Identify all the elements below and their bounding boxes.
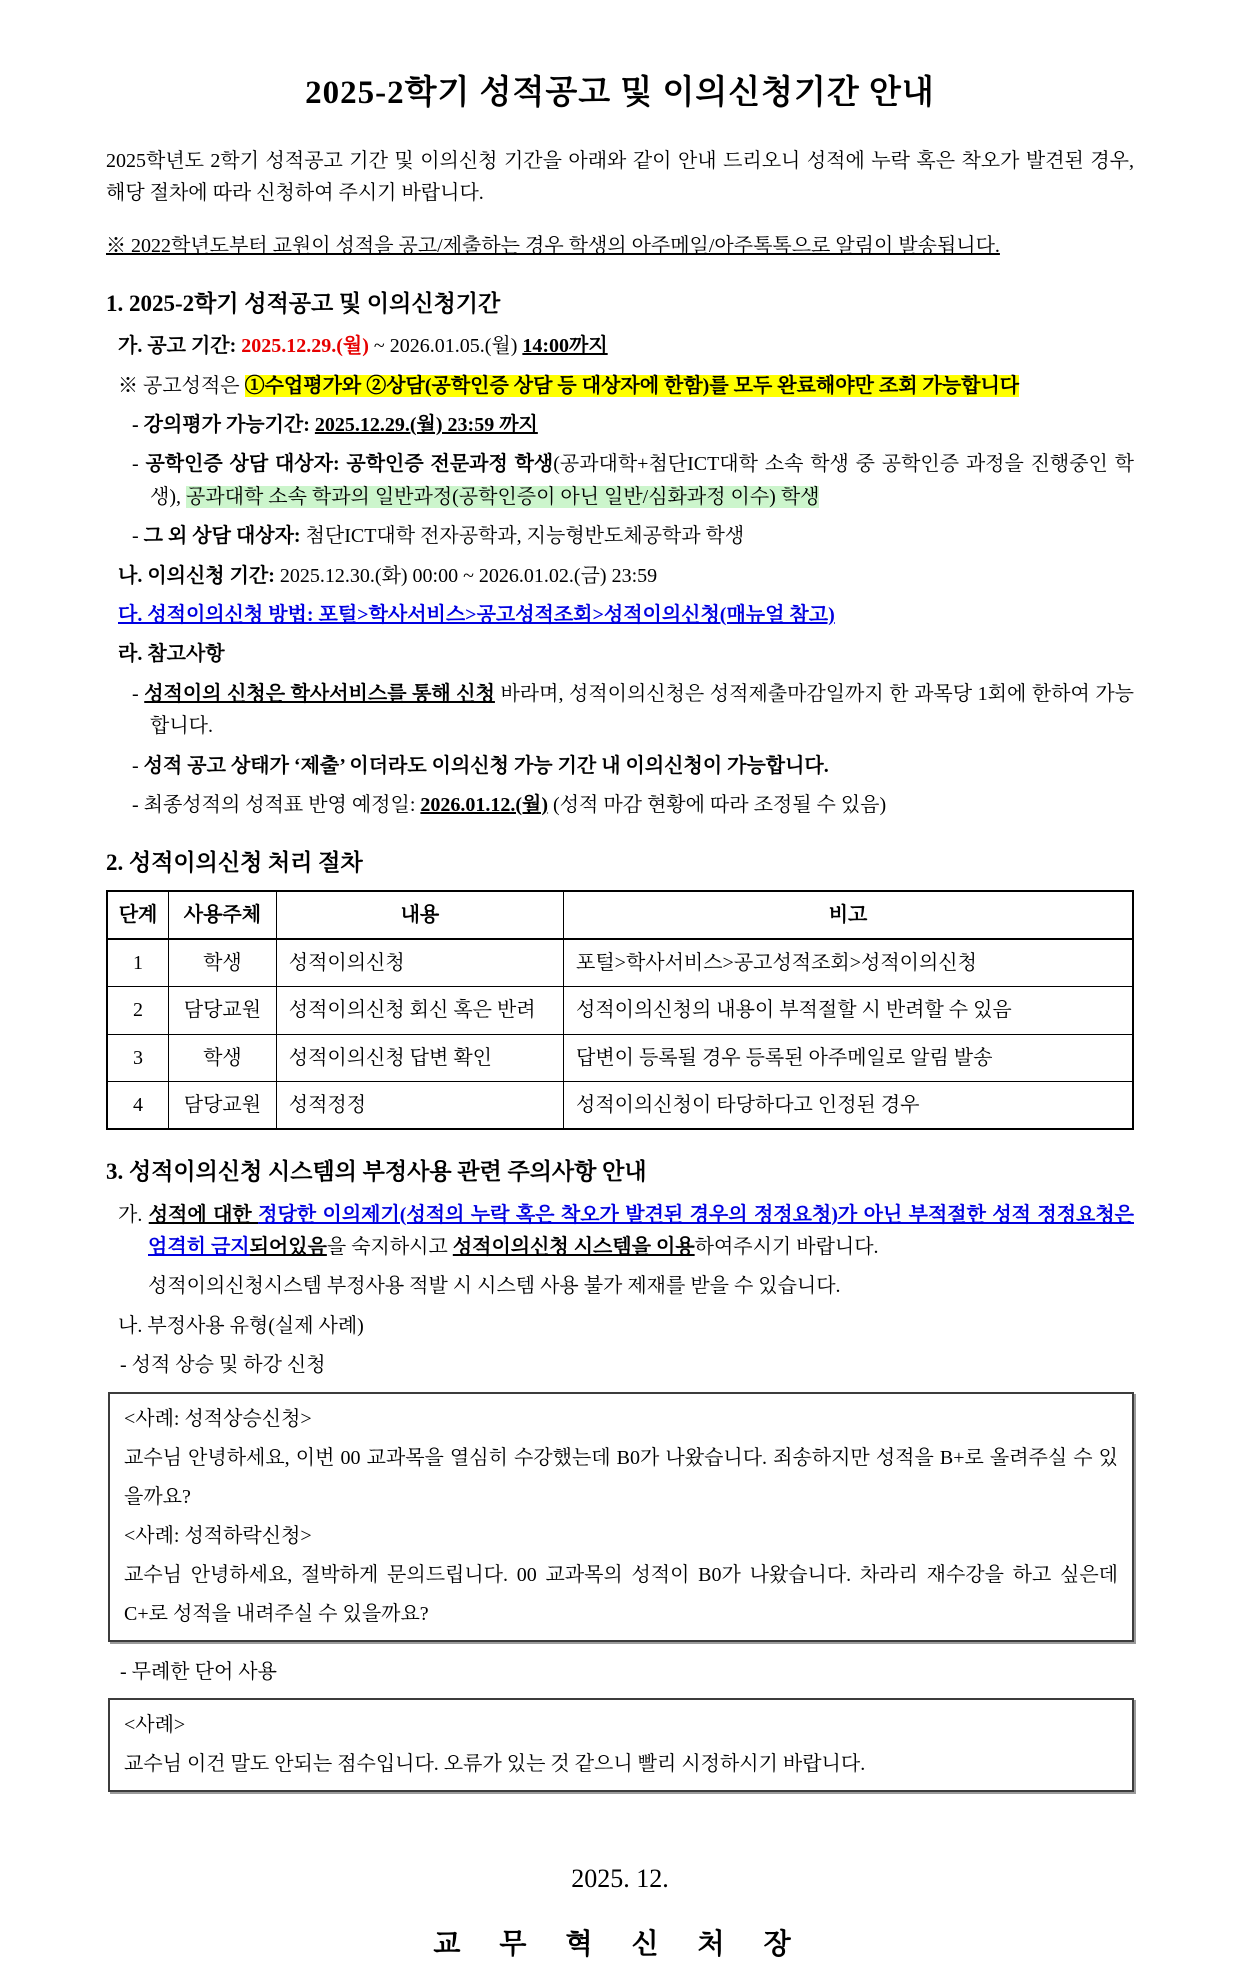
abeek-label: 공학인증 상담 대상자: xyxy=(145,453,347,476)
notification-note xyxy=(106,230,1134,262)
cell-note: 포털>학사서비스>공고성적조회>성적이의신청 xyxy=(564,939,1133,987)
case-rude-title: <사례> xyxy=(124,1714,186,1736)
table-row xyxy=(107,1082,1133,1130)
misuse-type-1-label: - 성적 상승 및 하강 신청 xyxy=(120,1354,326,1377)
col-header-note: 비고 xyxy=(564,891,1133,939)
cell-content: 성적이의신청 xyxy=(276,939,563,987)
table-header-row xyxy=(107,891,1133,939)
objection-period-label: 나. 이의신청 기간: xyxy=(118,564,280,587)
other-counsel-line xyxy=(132,520,1134,552)
other-counsel-value: 첨단ICT대학 전자공학과, 지능형반도체공학과 학생 xyxy=(305,525,745,548)
cell-actor: 담당교원 xyxy=(169,987,277,1034)
other-counsel-dash: - xyxy=(132,525,144,548)
ref3-suffix: (성적 마감 현황에 따라 조정될 수 있음) xyxy=(548,793,887,816)
cell-content: 성적정정 xyxy=(276,1082,563,1130)
misuse-emphasis-1: 성적에 대한 xyxy=(148,1203,259,1226)
lecture-eval-label: - 강의평가 가능기간: xyxy=(132,414,315,437)
cell-content: 성적이의신청 답변 확인 xyxy=(276,1034,563,1081)
misuse-prefix: 가. xyxy=(118,1203,149,1226)
cell-step: 2 xyxy=(107,987,169,1034)
misuse-penalty-line: 성적이의신청시스템 부정사용 적발 시 시스템 사용 불가 제재를 받을 수 있습니다. xyxy=(148,1275,841,1298)
case-rude-body: 교수님 이건 말도 안되는 점수입니다. 오류가 있는 것 같으니 빨리 시정하시기 바랍니다. xyxy=(124,1753,866,1775)
case-up-title: <사례: 성적상승신청> xyxy=(124,1407,312,1430)
ref2-dash: - xyxy=(132,754,144,777)
publish-condition-highlight: ①수업평가와 ②상담(공학인증 상담 등 대상자에 한함)를 모두 완료해야만 조회 가능합니다 xyxy=(244,374,1020,397)
announce-start-date: 2025.12.29.(월) xyxy=(241,335,369,358)
other-counsel-label: 그 외 상담 대상자: xyxy=(143,525,306,548)
announce-end-date: ~ 2026.01.05.(월) xyxy=(368,335,523,358)
case-box-rude-words xyxy=(108,1698,1134,1792)
reference-item-2 xyxy=(132,750,1134,782)
cell-actor: 학생 xyxy=(169,1034,277,1081)
footer-date: 2025. 12. xyxy=(571,1864,669,1893)
notification-note-text: ※ 2022학년도부터 교원이 성적을 공고/제출하는 경우 학생의 아주메일/아주톡톡으로 알림이 발송됩니다. xyxy=(106,234,1000,257)
cell-note: 성적이의신청의 내용이 부적절할 시 반려할 수 있음 xyxy=(564,987,1133,1034)
intro-paragraph: 2025학년도 2학기 성적공고 기간 및 이의신청 기간을 아래와 같이 안내 드리오니 성적에 누락 혹은 착오가 발견된 경우, 해당 절차에 따라 신청하여 주시기 바랍니다. xyxy=(106,149,1134,205)
cell-note: 답변이 등록될 경우 등록된 아주메일로 알림 발송 xyxy=(564,1034,1133,1081)
objection-method-link-text: 다. 성적이의신청 방법: 포털>학사서비스>공고성적조회>성적이의신청(매뉴얼 참고) xyxy=(118,603,835,626)
publish-condition-line xyxy=(118,370,1134,402)
cell-note: 성적이의신청이 타당하다고 인정된 경우 xyxy=(564,1082,1133,1130)
table-row xyxy=(107,1034,1133,1081)
ref1-emphasis: 성적이의 신청은 학사서비스를 통해 신청 xyxy=(144,682,495,705)
cell-step: 4 xyxy=(107,1082,169,1130)
col-header-step: 단계 xyxy=(107,891,169,939)
abeek-target-detail: (공과대학+첨단ICT대학 소속 학생 중 공학인증 과정을 진행중인 학생), xyxy=(150,453,1135,508)
cell-step: 1 xyxy=(107,939,169,987)
abeek-general-highlight: 공과대학 소속 학과의 일반과정(공학인증이 아닌 일반/심화과정 이수) 학생 xyxy=(185,485,820,508)
misuse-blue-emphasis: 정당한 이의제기(성적의 누락 혹은 착오가 발견된 경우의 정정요청)가 아닌 부적절한 성적 정정요청은 엄격히 금지 xyxy=(148,1203,1134,1259)
misuse-emphasis-3: 성적이의신청 시스템을 이용 xyxy=(452,1236,695,1259)
announce-period-line xyxy=(118,330,1134,362)
ref1-rest: 바라며, 성적이의신청은 성적제출마감일까지 한 과목당 1회에 한하여 가능합니다. xyxy=(150,682,1134,738)
misuse-type-2-label: - 무례한 단어 사용 xyxy=(120,1660,277,1683)
cell-actor: 담당교원 xyxy=(169,1082,277,1130)
misuse-mid: 을 숙지하시고 xyxy=(326,1236,453,1259)
table-row xyxy=(107,987,1133,1034)
reference-heading: 라. 참고사항 xyxy=(118,643,225,666)
case-box-grade-change xyxy=(108,1392,1134,1642)
objection-method-line xyxy=(118,599,1134,631)
objection-period-line xyxy=(118,560,1134,592)
abeek-target-bold: 공학인증 전문과정 학생 xyxy=(346,453,554,476)
ref3-prefix: - 최종성적의 성적표 반영 예정일: xyxy=(132,793,421,816)
lecture-eval-period: 2025.12.29.(월) 23:59 까지 xyxy=(314,414,538,437)
lecture-eval-line xyxy=(132,409,1134,441)
col-header-content: 내용 xyxy=(276,891,563,939)
table-row xyxy=(107,939,1133,987)
ref1-dash: - xyxy=(132,682,145,705)
case-down-body: 교수님 안녕하세요, 절박하게 문의드립니다. 00 교과목의 성적이 B0가 나왔습니다. 차라리 재수강을 하고 싶은데 C+로 성적을 내려주실 수 있을까요? xyxy=(124,1563,1118,1625)
section1-heading: 1. 2025-2학기 성적공고 및 이의신청기간 xyxy=(106,291,501,317)
abeek-dash: - xyxy=(132,453,146,476)
misuse-types-heading: 나. 부정사용 유형(실제 사례) xyxy=(118,1314,364,1337)
case-down-title: <사례: 성적하락신청> xyxy=(124,1524,312,1547)
misuse-suffix: 하여주시기 바랍니다. xyxy=(694,1236,879,1259)
footer-signer: 교 무 혁 신 처 장 xyxy=(433,1929,807,1961)
objection-period-value: 2025.12.30.(화) 00:00 ~ 2026.01.02.(금) 23:59 xyxy=(279,564,658,587)
cell-content: 성적이의신청 회신 혹은 반려 xyxy=(276,987,563,1034)
process-table xyxy=(106,890,1134,1131)
abeek-counsel-line xyxy=(132,448,1134,513)
misuse-emphasis-2: 되어있음 xyxy=(249,1236,327,1259)
section3-heading: 3. 성적이의신청 시스템의 부정사용 관련 주의사항 안내 xyxy=(106,1159,647,1185)
reference-item-3 xyxy=(132,789,1134,821)
col-header-actor: 사용주체 xyxy=(169,891,277,939)
publish-condition-prefix: ※ 공고성적은 xyxy=(118,374,245,397)
misuse-warning-paragraph xyxy=(118,1199,1134,1264)
announce-period-label: 가. 공고 기간: xyxy=(118,335,242,358)
page-title: 2025-2학기 성적공고 및 이의신청기간 안내 xyxy=(305,75,935,111)
case-up-body: 교수님 안녕하세요, 이번 00 교과목을 열심히 수강했는데 B0가 나왔습니다. 죄송하지만 성적을 B+로 올려주실 수 있을까요? xyxy=(124,1446,1118,1508)
reference-item-1 xyxy=(132,678,1134,743)
ref2-emphasis: 성적 공고 상태가 ‘제출’ 이더라도 이의신청 가능 기간 내 이의신청이 가능합니다. xyxy=(143,754,829,777)
section2-heading: 2. 성적이의신청 처리 절차 xyxy=(106,850,363,876)
cell-step: 3 xyxy=(107,1034,169,1081)
cell-actor: 학생 xyxy=(169,939,277,987)
announce-deadline-time: 14:00까지 xyxy=(522,335,608,358)
ref3-date: 2026.01.12.(월) xyxy=(420,793,549,816)
